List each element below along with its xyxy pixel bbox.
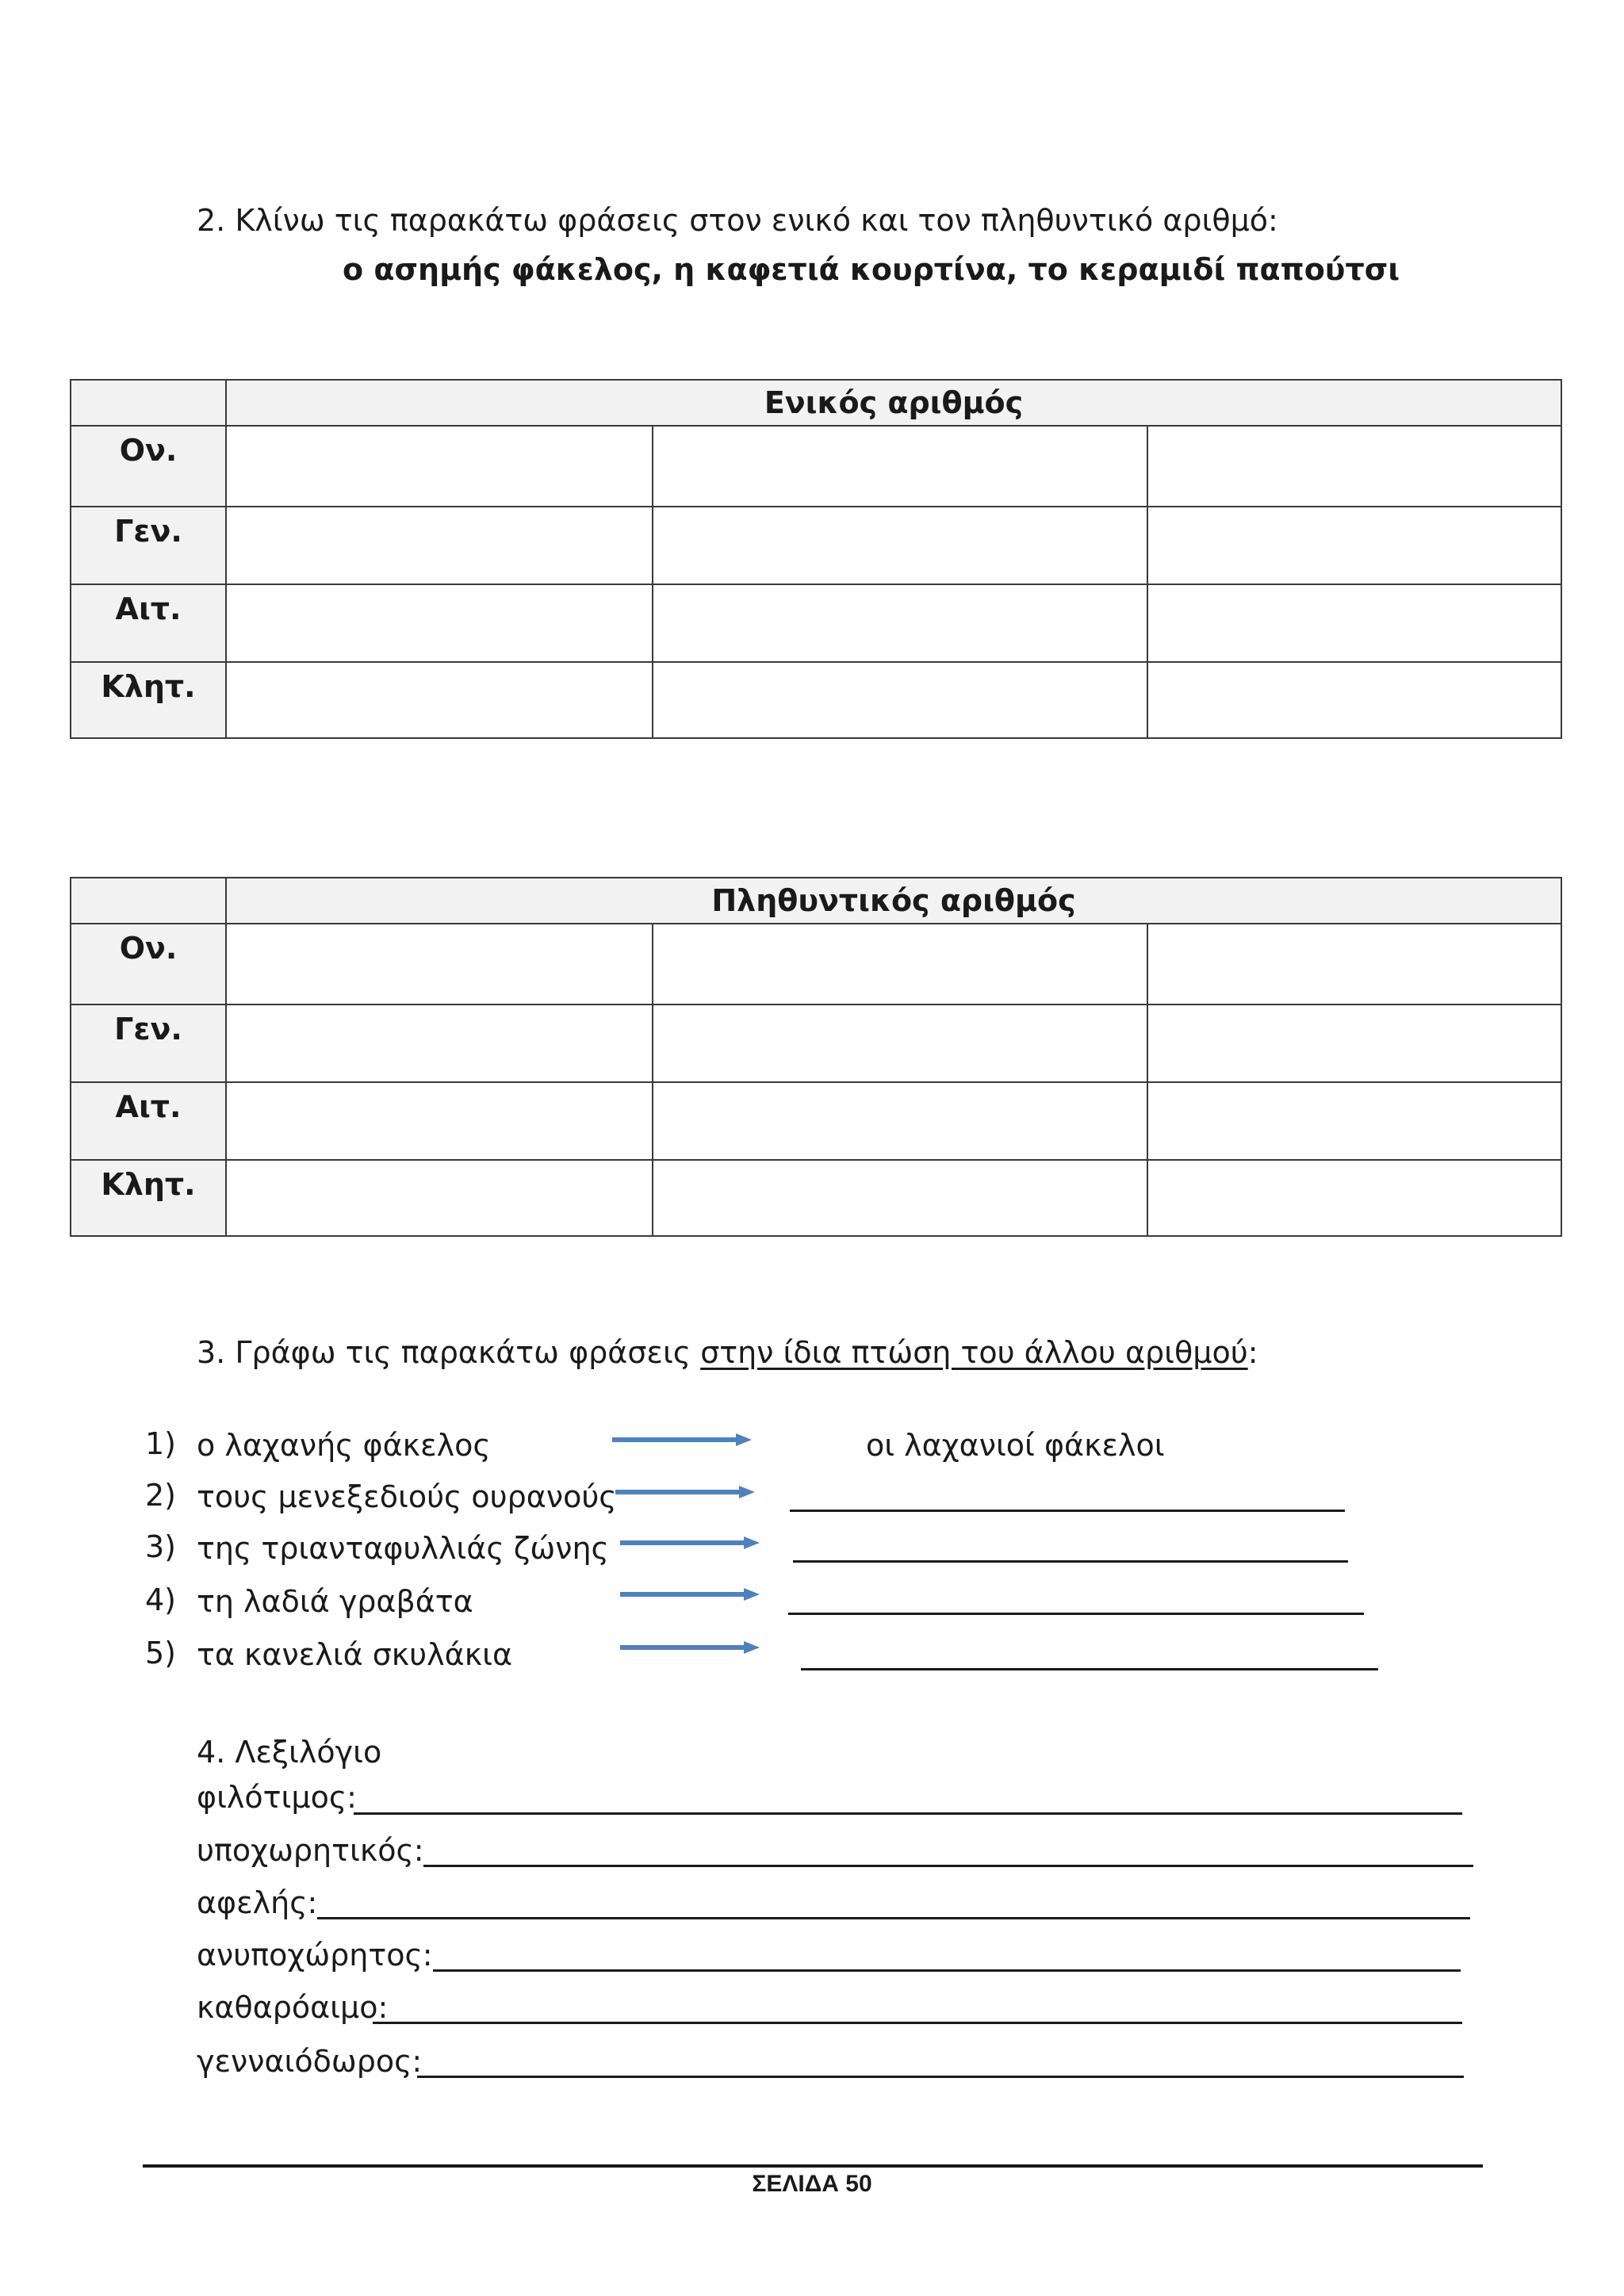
item-phrase: ο λαχανής φάκελος [197, 1428, 491, 1463]
vocab-word: υποχωρητικός: [197, 1833, 424, 1868]
exercise-2-phrases: ο ασημής φάκελος, η καφετιά κουρτίνα, το κεραμιδί παπούτσι [343, 252, 1400, 287]
exercise-3-title [197, 1334, 1258, 1372]
item-number: 1) [144, 1426, 176, 1461]
vocab-word: ανυποχώρητος: [197, 1938, 433, 1973]
plural-header: Πληθυντικός αριθμός [226, 878, 1561, 924]
case-label-accusative: Αιτ. [71, 1082, 226, 1160]
answer-cell[interactable] [226, 1082, 653, 1160]
case-label-nominative: Ον. [71, 924, 226, 1004]
vocab-word: καθαρόαιμο: [197, 1990, 389, 2025]
answer-cell[interactable] [226, 426, 653, 507]
answer-line[interactable] [793, 1560, 1348, 1563]
table-corner-cell [71, 380, 226, 426]
answer-cell[interactable] [1147, 584, 1561, 662]
item-number: 5) [144, 1636, 176, 1670]
answer-cell[interactable] [226, 1160, 653, 1236]
answer-cell[interactable] [653, 662, 1147, 738]
exercise-3-title-prefix: 3. Γράφω τις παρακάτω φράσεις [197, 1335, 701, 1370]
answer-cell[interactable] [653, 426, 1147, 507]
vocab-answer-line[interactable] [317, 1917, 1470, 1919]
answer-cell[interactable] [226, 584, 653, 662]
answer-cell[interactable] [653, 507, 1147, 584]
answer-cell[interactable] [653, 1082, 1147, 1160]
case-label-vocative: Κλητ. [71, 662, 226, 738]
item-number: 3) [144, 1529, 176, 1564]
item-phrase: τους μενεξεδιούς ουρανούς [197, 1479, 617, 1514]
answer-cell[interactable] [1147, 924, 1561, 1004]
right-arrow-icon [615, 1483, 758, 1502]
answer-cell[interactable] [653, 584, 1147, 662]
vocab-word: γενναιόδωρος: [197, 2044, 423, 2079]
vocab-answer-line[interactable] [354, 1812, 1462, 1815]
singular-declension-table [70, 379, 1562, 739]
answer-cell[interactable] [1147, 1004, 1561, 1082]
vocab-answer-line[interactable] [433, 1969, 1461, 1972]
answer-cell[interactable] [226, 662, 653, 738]
singular-header: Ενικός αριθμός [226, 380, 1561, 426]
answer-cell[interactable] [653, 1160, 1147, 1236]
table-corner-cell [71, 878, 226, 924]
answer-cell[interactable] [653, 1004, 1147, 1082]
case-label-vocative: Κλητ. [71, 1160, 226, 1236]
answer-cell[interactable] [226, 924, 653, 1004]
item-number: 4) [144, 1582, 176, 1617]
answer-cell[interactable] [226, 507, 653, 584]
answer-cell[interactable] [226, 1004, 653, 1082]
page-number: ΣΕΛΙΔΑ 50 [752, 2171, 872, 2197]
case-label-genitive: Γεν. [71, 1004, 226, 1082]
vocab-answer-line[interactable] [417, 2076, 1464, 2078]
item-phrase: της τριανταφυλλιάς ζώνης [197, 1531, 609, 1566]
plural-declension-table [70, 877, 1562, 1237]
answer-cell[interactable] [1147, 507, 1561, 584]
item-phrase: τη λαδιά γραβάτα [197, 1584, 473, 1619]
item-number: 2) [144, 1478, 176, 1513]
footer-rule [143, 2164, 1483, 2168]
answer-cell[interactable] [1147, 426, 1561, 507]
answer-line[interactable] [801, 1668, 1378, 1670]
vocab-answer-line[interactable] [423, 1865, 1473, 1867]
right-arrow-icon [620, 1585, 763, 1604]
answer-cell[interactable] [1147, 662, 1561, 738]
right-arrow-icon [612, 1430, 755, 1449]
answer-line[interactable] [790, 1510, 1345, 1512]
case-label-accusative: Αιτ. [71, 584, 226, 662]
vocab-answer-line[interactable] [373, 2022, 1462, 2024]
vocab-word: φιλότιμος: [197, 1780, 357, 1815]
item-answer: οι λαχανιοί φάκελοι [866, 1428, 1165, 1463]
exercise-2-title: 2. Κλίνω τις παρακάτω φράσεις στον ενικό και τον πληθυντικό αριθμό: [197, 203, 1278, 238]
vocab-word: αφελής: [197, 1885, 318, 1920]
case-label-nominative: Ον. [71, 426, 226, 507]
answer-cell[interactable] [653, 924, 1147, 1004]
case-label-genitive: Γεν. [71, 507, 226, 584]
item-phrase: τα κανελιά σκυλάκια [197, 1637, 512, 1672]
exercise-3-title-underlined: στην ίδια πτώση του άλλου αριθμού [700, 1335, 1248, 1370]
right-arrow-icon [620, 1533, 763, 1552]
answer-line[interactable] [788, 1613, 1364, 1615]
answer-cell[interactable] [1147, 1160, 1561, 1236]
answer-cell[interactable] [1147, 1082, 1561, 1160]
right-arrow-icon [620, 1638, 763, 1657]
exercise-3-title-suffix: : [1247, 1335, 1258, 1370]
exercise-4-title: 4. Λεξιλόγιο [197, 1735, 382, 1770]
